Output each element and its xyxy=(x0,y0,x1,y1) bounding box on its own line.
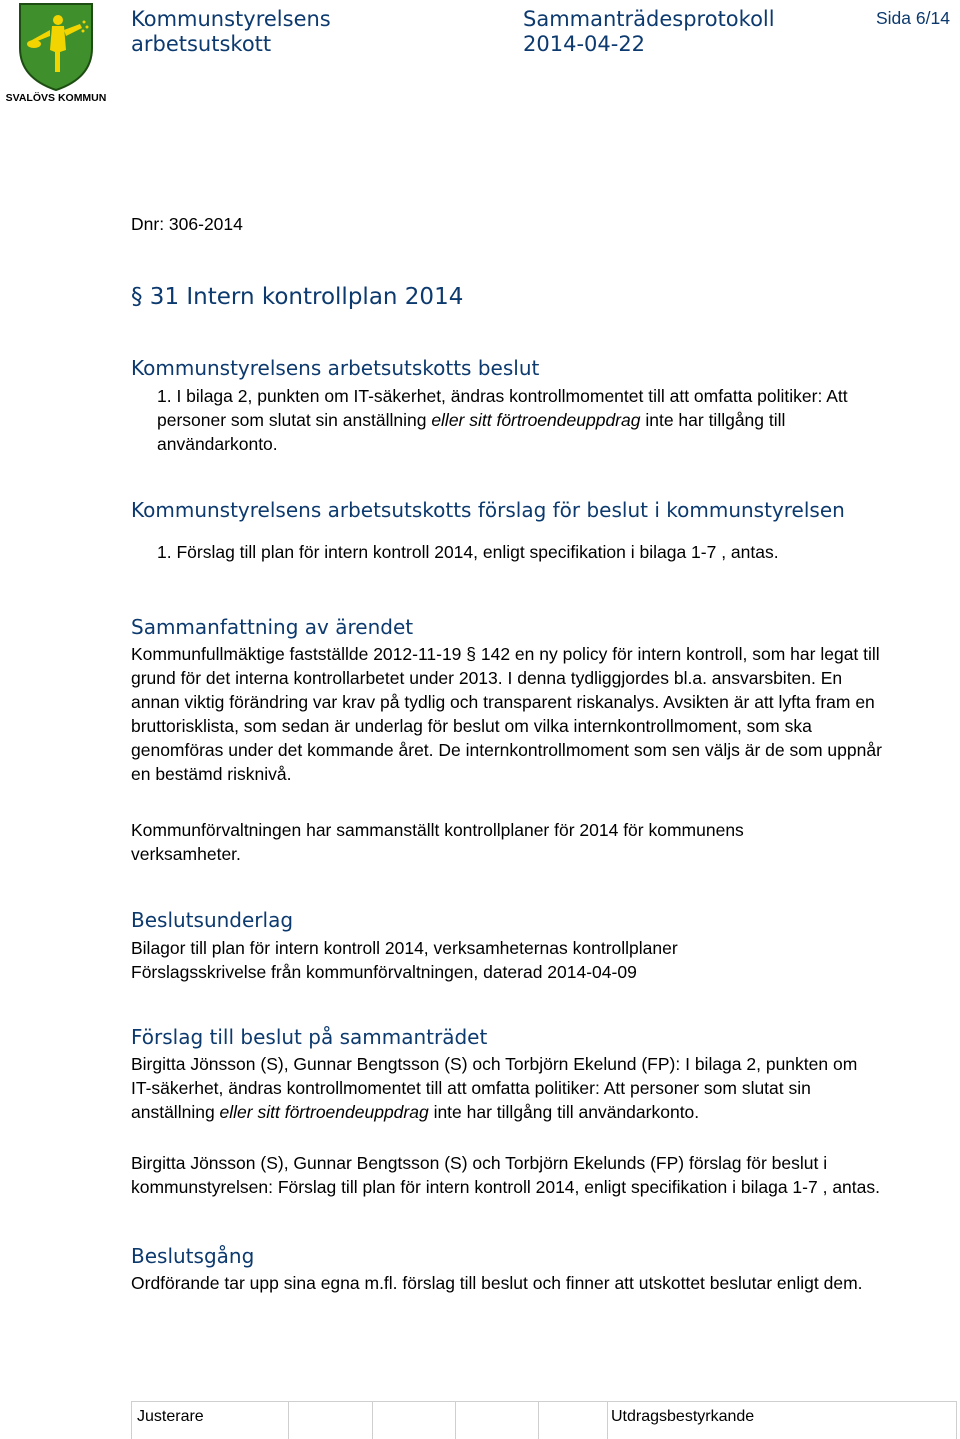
org-name xyxy=(131,7,331,57)
coat-of-arms-icon xyxy=(0,0,112,92)
underlag-heading: Beslutsunderlag xyxy=(131,908,294,932)
text-span: inte har tillgång till användarkonto. xyxy=(428,1102,700,1122)
sammanfattning-text xyxy=(131,642,882,786)
footer-vline xyxy=(288,1401,289,1439)
forslag-heading: Förslag till beslut på sammanträdet xyxy=(131,1025,488,1049)
text-line: Kommunfullmäktige fastställde 2012-11-19 § 142 en ny policy för intern kontroll, som har legat till xyxy=(131,644,880,664)
beslut-line2 xyxy=(157,408,848,432)
underlag-text xyxy=(131,936,678,984)
forslag-text2 xyxy=(131,1151,880,1199)
gang-heading: Beslutsgång xyxy=(131,1244,255,1268)
gang-text: Ordförande tar upp sina egna m.fl. förslag till beslut och finner att utskottet beslutar enligt dem. xyxy=(131,1273,863,1293)
text-line: grund för det interna kontrollarbetet under 2013. I denna tydliggjordes bl.a. ansvarsbiten. En xyxy=(131,668,843,688)
municipality-logo xyxy=(0,0,112,108)
org-line2: arbetsutskott xyxy=(131,32,272,56)
page-title: § 31 Intern kontrollplan 2014 xyxy=(131,284,464,310)
footer-vline xyxy=(956,1401,957,1439)
text-span: anställning xyxy=(131,1102,220,1122)
beslut-line3: användarkonto. xyxy=(157,434,278,454)
footer-vline xyxy=(538,1401,539,1439)
beslut-text xyxy=(157,384,848,456)
doc-type: Sammanträdesprotokoll xyxy=(523,7,775,31)
logo-text: SVALÖVS KOMMUN xyxy=(5,92,107,104)
doc-date: 2014-04-22 xyxy=(523,32,646,56)
sammanfattning-text2 xyxy=(131,818,744,866)
page-number: Sida 6/14 xyxy=(876,8,950,28)
footer-divider xyxy=(131,1401,956,1402)
text-line: genomföras under det kommande året. De internkontrollmoment som sen väljs är de som uppnår xyxy=(131,740,882,760)
forslag-text xyxy=(131,1052,857,1124)
footer-vline xyxy=(372,1401,373,1439)
italic-span: eller sitt förtroendeuppdrag xyxy=(219,1102,429,1122)
text-span: personer som slutat sin anställning xyxy=(157,410,432,430)
forslag-ks-heading: Kommunstyrelsens arbetsutskotts förslag för beslut i kommunstyrelsen xyxy=(131,498,845,522)
text-line: Kommunförvaltningen har sammanställt kontrollplaner för 2014 för kommunens xyxy=(131,820,744,840)
text-line: bruttorisklista, som sedan är underlag för beslut om vilka internkontrollmoment, som ska xyxy=(131,716,812,736)
text-line xyxy=(131,1100,857,1124)
text-line: annan viktig förändring var krav på tydlig och transparent riskanalys. Avsikten är att lyfta fram en xyxy=(131,692,875,712)
footer-vline xyxy=(455,1401,456,1439)
dnr: Dnr: 306-2014 xyxy=(131,214,243,234)
footer-vline xyxy=(607,1401,608,1439)
org-line1: Kommunstyrelsens xyxy=(131,7,331,31)
doc-info xyxy=(523,7,775,57)
beslut-line1: 1. I bilaga 2, punkten om IT-säkerhet, ändras kontrollmomentet till att omfatta politiker: Att xyxy=(157,386,848,406)
text-line: IT-säkerhet, ändras kontrollmomentet till att omfatta politiker: Att personer som slutat sin xyxy=(131,1078,811,1098)
justerare-label: Justerare xyxy=(137,1408,204,1425)
text-line: Birgitta Jönsson (S), Gunnar Bengtsson (S) och Torbjörn Ekelund (FP): I bilaga 2, punkten om xyxy=(131,1054,858,1074)
beslut-heading: Kommunstyrelsens arbetsutskotts beslut xyxy=(131,356,540,380)
footer-vline xyxy=(131,1401,132,1439)
text-line: en bestämd risknivå. xyxy=(131,764,292,784)
text-line: Bilagor till plan för intern kontroll 2014, verksamheternas kontrollplaner xyxy=(131,938,678,958)
sammanfattning-heading: Sammanfattning av ärendet xyxy=(131,615,414,639)
text-line: Förslagsskrivelse från kommunförvaltningen, daterad 2014-04-09 xyxy=(131,962,637,982)
text-line: Birgitta Jönsson (S), Gunnar Bengtsson (S) och Torbjörn Ekelunds (FP) förslag för beslut i xyxy=(131,1153,828,1173)
text-line: verksamheter. xyxy=(131,844,241,864)
utdrag-label: Utdragsbestyrkande xyxy=(611,1408,755,1425)
forslag-ks-item: 1. Förslag till plan för intern kontroll 2014, enligt specifikation i bilaga 1-7 , antas. xyxy=(157,542,779,562)
text-line: kommunstyrelsen: Förslag till plan för intern kontroll 2014, enligt specifikation i bilaga 1-7 , antas. xyxy=(131,1177,880,1197)
italic-span: eller sitt förtroendeuppdrag xyxy=(431,410,641,430)
text-span: inte har tillgång till xyxy=(640,410,786,430)
